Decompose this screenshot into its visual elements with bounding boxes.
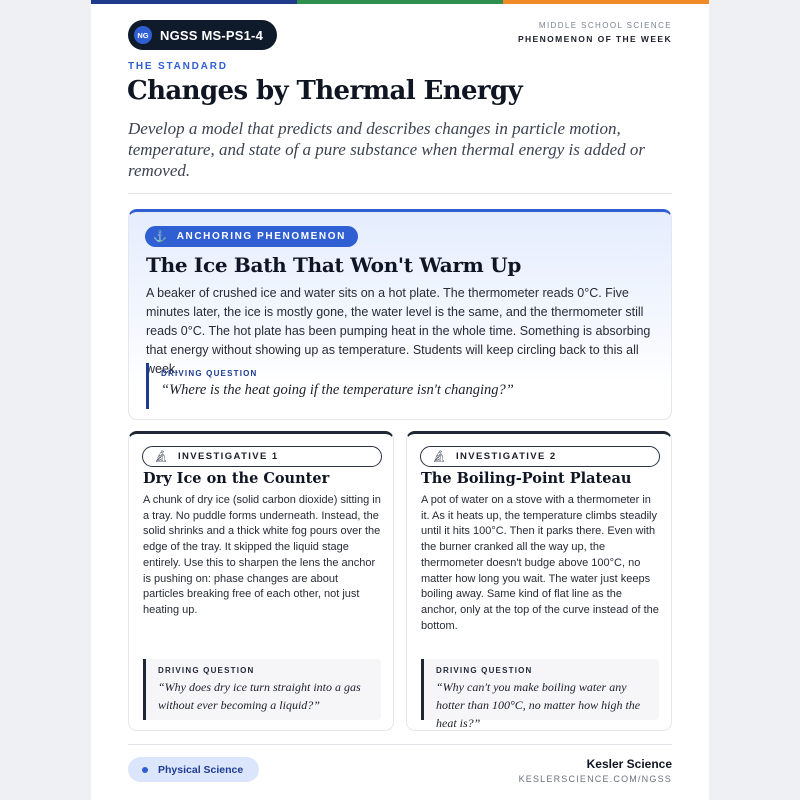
- investigative-badge: [420, 446, 660, 467]
- investigative-description: A pot of water on a stove with a thermometer in it. As it heats up, the temperature climbs steadily until it hits 100°C. Then it parks there. Even with the burner cranked all the way up, the thermometer doesn't budge above 100°C, no matter how long you wait. The water just keeps boiling away. Same kind of flat line as the anchor, only at the top of the curve instead of the bottom.: [421, 494, 659, 632]
- header-divider: [128, 193, 672, 194]
- standard-code: NGSS MS-PS1-4: [160, 27, 264, 43]
- driving-question-label: DRIVING QUESTION: [158, 666, 255, 675]
- microscope-icon: 🔬︎: [432, 451, 446, 463]
- investigative-description: A chunk of dry ice (solid carbon dioxide) sitting in a tray. No puddle forms underneath. Instead, the solid shrinks and a thick white fog pours over the edge of the tray. It skipped the liquid stage entirely. Use this to sharpen the lens the anchor is pushing on: phase changes are about particles breaking free of each other, not just heating up.: [143, 494, 381, 616]
- investigative-label: INVESTIGATIVE 2: [455, 451, 557, 462]
- stripe-orange: [503, 0, 709, 4]
- brand-name: Kesler Science: [586, 757, 672, 771]
- investigative-title: The Boiling-Point Plateau: [421, 470, 632, 487]
- anchor-title: The Ice Bath That Won't Warm Up: [146, 253, 522, 277]
- standard-code-badge: [128, 20, 277, 50]
- anchor-driving-question: [146, 363, 586, 409]
- standard-description: Develop a model that predicts and describes changes in particle motion, temperature, and state of a pure substance when thermal energy is added or removed.: [128, 119, 646, 180]
- worksheet-page: [91, 0, 709, 800]
- driving-question-label: DRIVING QUESTION: [161, 369, 258, 378]
- anchoring-phenomenon-badge: [145, 226, 358, 247]
- stripe-blue: [91, 0, 297, 4]
- stripe-green: [297, 0, 503, 4]
- header-labels: [518, 21, 672, 44]
- ngss-logo-icon: NG: [134, 26, 152, 44]
- color-stripe: [91, 0, 709, 4]
- series-label: PHENOMENON OF THE WEEK: [517, 34, 672, 44]
- investigative-title: Dry Ice on the Counter: [143, 470, 330, 487]
- driving-question-text: “Why does dry ice turn straight into a gas without ever becoming a liquid?”: [158, 680, 361, 712]
- investigative-card-1: [128, 431, 394, 731]
- subject-tag: [128, 757, 259, 782]
- bullet-dot-icon: [142, 767, 148, 773]
- investigative-badge: [142, 446, 382, 467]
- driving-question-text: “Why can't you make boiling water any hotter than 100°C, no matter how high the heat is?”: [436, 680, 641, 730]
- standard-section-label: THE STANDARD: [128, 61, 228, 72]
- anchoring-phenomenon-card: [128, 209, 672, 420]
- brand-block: [519, 757, 672, 784]
- microscope-icon: 🔬︎: [154, 451, 168, 463]
- investigative-card-2: [406, 431, 672, 731]
- investigative-driving-question: [143, 659, 381, 720]
- investigative-driving-question: [421, 659, 659, 730]
- driving-question-text: “Where is the heat going if the temperature isn't changing?”: [161, 382, 514, 398]
- brand-url: KESLERSCIENCE.COM/NGSS: [518, 774, 672, 784]
- page-title: Changes by Thermal Energy: [127, 76, 523, 106]
- footer-divider: [128, 744, 672, 745]
- anchor-description: A beaker of crushed ice and water sits on a hot plate. The thermometer reads 0°C. Five minutes later, the ice is mostly gone, the water level is the same, and the thermometer still reads 0°C. The hot plate has been pumping heat in the whole time. Something is absorbing that energy without showing up as temperature. Students will keep circling back to this all week.: [146, 286, 651, 376]
- driving-question-label: DRIVING QUESTION: [436, 666, 533, 675]
- subject-label: Physical Science: [158, 763, 244, 776]
- anchoring-phenomenon-label: ANCHORING PHENOMENON: [176, 231, 346, 242]
- investigative-label: INVESTIGATIVE 1: [177, 451, 279, 462]
- anchor-icon: ⚓: [153, 231, 167, 243]
- grade-level-label: MIDDLE SCHOOL SCIENCE: [538, 21, 672, 30]
